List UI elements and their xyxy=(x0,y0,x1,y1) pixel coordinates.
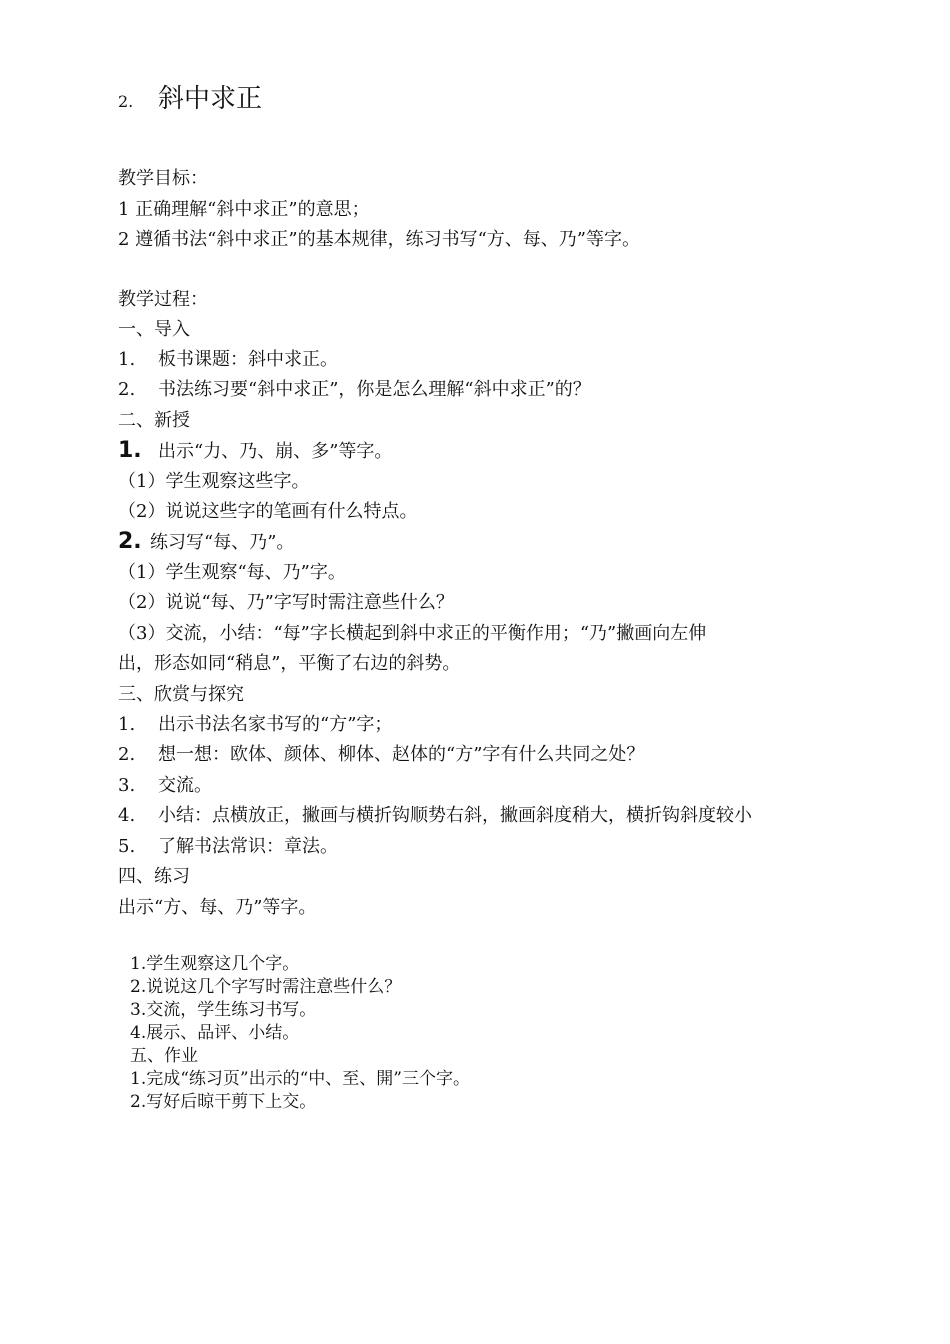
list-item xyxy=(118,379,591,401)
item-number: 1. xyxy=(118,438,142,463)
sub-item: （3）交流，小结：“每”字长横起到斜中求正的平衡作用；“乃”撇画向左伸 xyxy=(118,623,707,644)
homework-item: 2.写好后晾干剪下上交。 xyxy=(130,1092,317,1112)
list-item xyxy=(118,775,212,797)
section-heading: 四、练习 xyxy=(118,866,190,887)
item-text: 出示“力、乃、崩、多”等字。 xyxy=(158,441,393,462)
section-heading: 二、新授 xyxy=(118,410,190,431)
item-text: 想一想：欧体、颜体、柳体、赵体的“方”字有什么共同之处？ xyxy=(158,744,645,765)
sub-item: （2）说说“每、乃”字写时需注意些什么？ xyxy=(118,592,454,613)
objectives-heading: 教学目标： xyxy=(118,168,208,189)
list-item xyxy=(118,349,338,371)
section-heading: 三、欣赏与探究 xyxy=(118,684,244,705)
objective-item: 1 正确理解“斜中求正”的意思； xyxy=(118,199,370,220)
item-number: 2. xyxy=(118,744,136,765)
practice-item: 4.展示、品评、小结。 xyxy=(130,1023,300,1043)
sub-item: （2）说说这些字的笔画有什么特点。 xyxy=(118,501,418,522)
item-text: 小结：点横放正，撇画与横折钩顺势右斜，撇画斜度稍大，横折钩斜度较小 xyxy=(158,805,752,826)
process-heading: 教学过程： xyxy=(118,289,208,310)
section-intro: 出示“方、每、乃”等字。 xyxy=(118,897,317,918)
item-number: 1. xyxy=(118,349,136,370)
title-number: 2. xyxy=(118,92,134,111)
item-text: 板书课题：斜中求正。 xyxy=(158,349,338,370)
section-heading: 一、导入 xyxy=(118,319,190,340)
sub-item: （1）学生观察这些字。 xyxy=(118,471,310,492)
list-item xyxy=(118,805,752,827)
list-item xyxy=(118,531,294,554)
lesson-title xyxy=(118,78,262,115)
item-text: 出示书法名家书写的“方”字； xyxy=(158,714,393,735)
item-text: 书法练习要“斜中求正”，你是怎么理解“斜中求正”的？ xyxy=(158,379,591,400)
objective-item: 2 遵循书法“斜中求正”的基本规律，练习书写“方、每、乃”等字。 xyxy=(118,229,640,250)
list-item xyxy=(118,744,644,766)
item-number: 3. xyxy=(118,775,136,796)
practice-item: 1.学生观察这几个字。 xyxy=(130,954,300,974)
homework-item: 1.完成“练习页”出示的“中、至、開”三个字。 xyxy=(130,1069,470,1089)
practice-item: 2.说说这几个字写时需注意些什么？ xyxy=(130,977,402,997)
list-item xyxy=(118,440,392,463)
list-item xyxy=(118,714,392,736)
item-number: 2. xyxy=(118,379,136,400)
item-text: 练习写“每、乃”。 xyxy=(150,532,295,553)
item-text: 了解书法常识：章法。 xyxy=(158,836,338,857)
title-text: 斜中求正 xyxy=(158,84,263,114)
item-number: 4. xyxy=(118,805,136,826)
item-number: 2. xyxy=(118,529,142,554)
item-number: 5. xyxy=(118,836,136,857)
item-number: 1. xyxy=(118,714,136,735)
section-heading: 五、作业 xyxy=(130,1046,198,1066)
list-item xyxy=(118,836,338,858)
sub-item: （1）学生观察“每、乃”字。 xyxy=(118,562,346,583)
item-text: 交流。 xyxy=(158,775,212,796)
practice-item: 3.交流，学生练习书写。 xyxy=(130,1000,317,1020)
sub-item-continuation: 出，形态如同“稍息”，平衡了右边的斜势。 xyxy=(118,653,461,674)
